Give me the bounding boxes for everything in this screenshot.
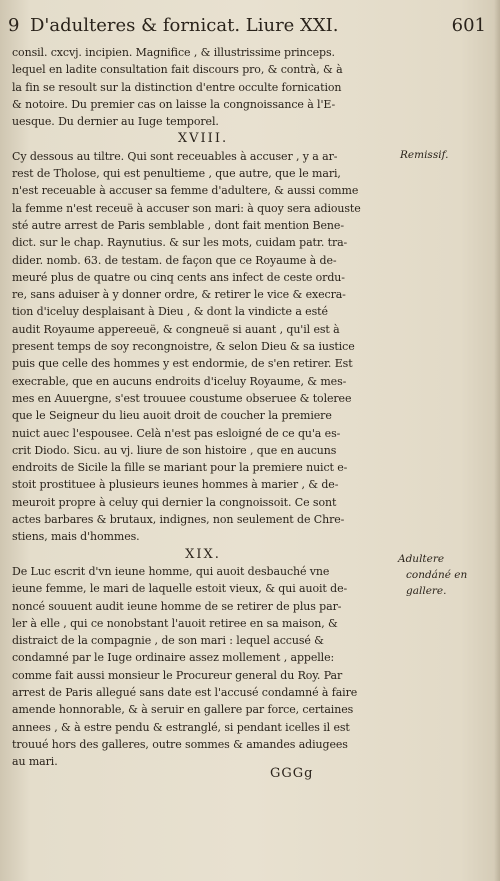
body-text: [12, 44, 394, 770]
text-line: dict. sur le chap. Raynutius. & sur les mots, cuidam patr. tra-: [12, 236, 348, 250]
text-line: ler à elle , qui ce nonobstant l'auoit retiree en sa maison, &: [12, 616, 338, 630]
text-line: la femme n'est receuë à accuser son mari: à quoy sera adiouste: [12, 201, 361, 215]
text-line: annees , & à estre pendu & estranglé, si pendant icelles il est: [12, 720, 350, 734]
margin-note-gallere: gallere.: [406, 585, 447, 597]
text-line: meuré plus de quatre ou cinq cents ans infect de ceste ordu-: [12, 270, 345, 284]
text-line: comme fait aussi monsieur le Procureur general du Roy. Par: [12, 668, 343, 682]
text-line: & notoire. Du premier cas on laisse la congnoissance à l'E-: [12, 97, 336, 111]
text-line: stiens, mais d'hommes.: [12, 530, 140, 544]
text-line: uesque. Du dernier au Iuge temporel.: [12, 115, 219, 129]
text-line: Cy dessous au tiltre. Qui sont receuables à accuser , y a ar-: [12, 149, 338, 163]
running-title: D'adulteres & fornicat. Liure XXI.: [30, 15, 339, 36]
text-line: De Luc escrit d'vn ieune homme, qui auoit desbauché vne: [12, 564, 330, 578]
page-edge-shadow: [494, 0, 500, 881]
text-line: consil. cxcvj. incipien. Magnifice , & illustrissime princeps.: [12, 46, 335, 59]
text-line: lequel en ladite consultation fait discours pro, & contrà, & à: [12, 63, 343, 77]
margin-note-remissif: Remissif.: [400, 149, 449, 161]
text-line: endroits de Sicile la fille se mariant pour la premiere nuict e-: [12, 461, 348, 475]
text-line: mes en Auuergne, s'est trouuee coustume obseruee & toleree: [12, 391, 352, 405]
text-line: trouué hors des galleres, outre sommes & amandes adiugees: [12, 737, 348, 751]
section-heading-18: XVIII.: [177, 131, 229, 147]
text-line: nuict auec l'espousee. Celà n'est pas esloigné de ce qu'a es-: [12, 426, 341, 440]
folio-mark: 9: [8, 15, 20, 36]
text-line: audit Royaume appereeuë, & congneuë si auant , qu'il est à: [12, 322, 340, 336]
text-line: amende honnorable, & à seruir en gallere par force, certaines: [12, 703, 354, 717]
text-line: present temps de soy recongnoistre, & selon Dieu & sa iustice: [12, 340, 355, 354]
text-line: arrest de Paris allegué sans date est l'accusé condamné à faire: [12, 685, 358, 699]
text-line: condamné par le Iuge ordinaire assez mollement , appelle:: [12, 651, 335, 665]
text-line: au mari.: [12, 755, 58, 769]
signature-mark: GGGg: [270, 766, 314, 781]
text-line: noncé souuent audit ieune homme de se retirer de plus par-: [12, 599, 342, 613]
section-heading-19: XIX.: [185, 546, 221, 562]
text-line: re, sans aduiser à y donner ordre, & retirer le vice & execra-: [12, 288, 346, 302]
margin-note-adultere: Adultere: [398, 553, 445, 565]
text-line: puis que celle des hommes y est endormie, de s'en retirer. Est: [12, 357, 353, 371]
text-line: execrable, que en aucuns endroits d'iceluy Royaume, & mes-: [12, 374, 347, 388]
text-line: distraict de la compagnie , de son mari : lequel accusé &: [12, 634, 324, 648]
page-number: 601: [451, 15, 486, 36]
text-line: dider. nomb. 63. de testam. de façon que ce Royaume à de-: [12, 253, 337, 267]
text-line: rest de Tholose, qui est penultieme , que autre, que le mari,: [12, 167, 341, 181]
text-line: ieune femme, le mari de laquelle estoit vieux, & qui auoit de-: [12, 582, 348, 596]
text-line: la fin se resoult sur la distinction d'entre occulte fornication: [12, 80, 342, 94]
text-line: stoit prostituee à plusieurs ieunes hommes à marier , & de-: [12, 478, 339, 492]
text-line: n'est receuable à accuser sa femme d'adultere, & aussi comme: [12, 184, 359, 198]
text-line: sté autre arrest de Paris semblable , dont fait mention Bene-: [12, 218, 344, 232]
text-line: tion d'iceluy desplaisant à Dieu , & dont la vindicte a esté: [12, 305, 328, 319]
margin-note-condamne: condáné en: [406, 569, 468, 581]
text-line: actes barbares & brutaux, indignes, non seulement de Chre-: [12, 513, 345, 527]
text-line: meuroit propre à celuy qui dernier la congnoissoit. Ce sont: [12, 495, 337, 509]
text-line: crit Diodo. Sicu. au vj. liure de son histoire , que en aucuns: [12, 443, 337, 457]
running-header: [8, 14, 486, 38]
text-line: que le Seigneur du lieu auoit droit de coucher la premiere: [12, 409, 332, 423]
